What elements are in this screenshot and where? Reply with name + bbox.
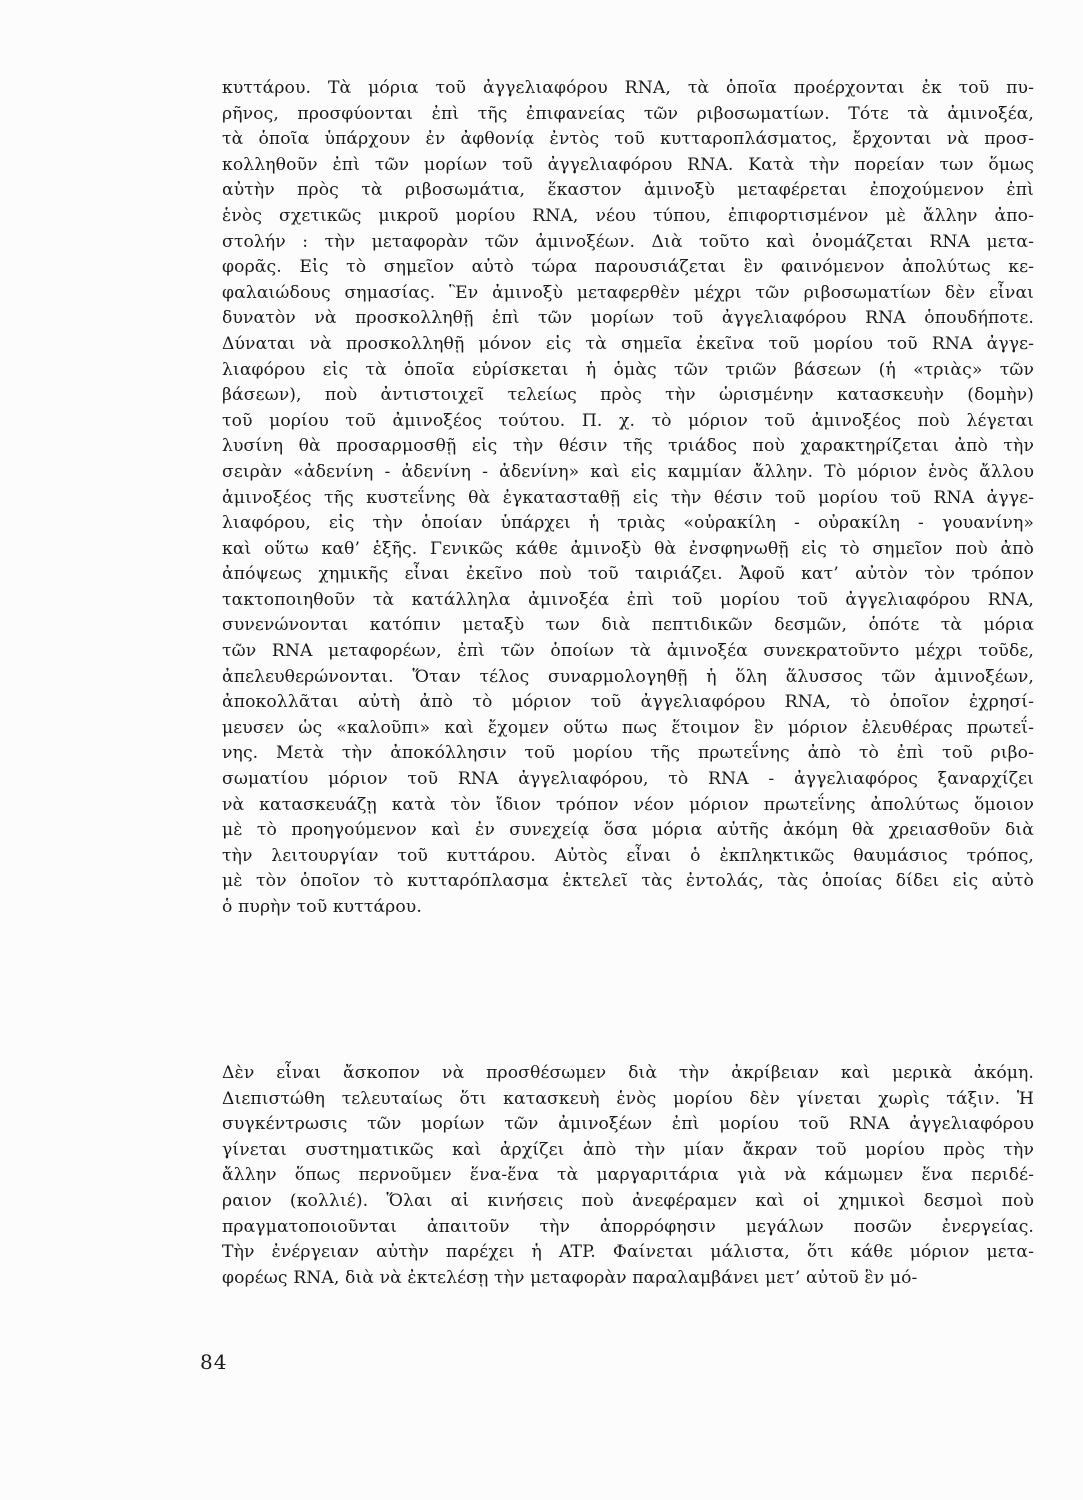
text-line: τὴν λειτουργίαν τοῦ κυττάρου. Αὐτὸς εἶναι ὁ ἐκπληκτικῶς θαυμάσιος τρόπος,	[222, 845, 1034, 866]
page-number: 84	[200, 1350, 228, 1374]
text-line: βάσεων), ποὺ ἀντιστοιχεῖ τελείως πρὸς τὴν ὡρισμένην κατασκευὴν (δομὴν)	[222, 385, 1034, 406]
text-line: δυνατὸν νὰ προσκολληθῇ ἐπὶ τῶν μορίων τοῦ ἀγγελιαφόρου RNA ὁπουδήποτε.	[222, 308, 1034, 329]
text-line: καὶ οὕτω καθ’ ἑξῆς. Γενικῶς κάθε ἀμινοξὺ θὰ ἐνσφηνωθῇ εἰς τὸ σημεῖον ποὺ ἀπὸ	[222, 538, 1034, 559]
text-line: ἀπόψεως χημικῆς εἶναι ἐκεῖνο ποὺ τοῦ ταιριάζει. Ἀφοῦ κατ’ αὐτὸν τὸν τρόπον	[222, 564, 1034, 585]
text-line: κυττάρου. Τὰ μόρια τοῦ ἀγγελιαφόρου RNA, τὰ ὁποῖα προέρχονται ἐκ τοῦ πυ-	[222, 78, 1034, 98]
text-line: φορᾶς. Εἰς τὸ σημεῖον αὐτὸ τώρα παρουσιάζεται ἓν φαινόμενον ἀπολύτως κε-	[222, 257, 1034, 278]
text-line: μὲ τὸ προηγούμενον καὶ ἐν συνεχείᾳ ὅσα μόρια αὐτῆς ἀκόμη θὰ χρειασθοῦν διὰ	[222, 820, 1034, 841]
text-line: συγκέντρωσις τῶν μορίων τῶν ἀμινοξέων ἐπὶ μορίου τοῦ RNA ἀγγελιαφόρου	[222, 1114, 1034, 1135]
text-line: Τὴν ἐνέργειαν αὐτὴν παρέχει ἡ ATP. Φαίνεται μάλιστα, ὅτι κάθε μόριον μετα-	[222, 1242, 1034, 1263]
text-line: κολληθοῦν ἐπὶ τῶν μορίων τοῦ ἀγγελιαφόρου RNA. Κατὰ τὴν πορείαν των ὅμως	[222, 154, 1034, 175]
text-line: ἀμινοξέος τῆς κυστεΐνης θὰ ἐγκατασταθῇ εἰς τὴν θέσιν τοῦ μορίου τοῦ RNA ἀγγε-	[222, 487, 1034, 508]
text-line: ἑνὸς σχετικῶς μικροῦ μορίου RNA, νέου τύπου, ἐπιφορτισμένον μὲ ἄλλην ἀπο-	[222, 205, 1034, 226]
text-line: στολήν : τὴν μεταφορὰν τῶν ἀμινοξέων. Διὰ τοῦτο καὶ ὀνομάζεται RNA μετα-	[222, 231, 1034, 252]
text-line: ἀπελευθερώνονται. Ὅταν τέλος συναρμολογηθῇ ἡ ὅλη ἅλυσσος τῶν ἀμινοξέων,	[222, 666, 1034, 687]
paragraph-2	[222, 1061, 1034, 1291]
text-line: πραγματοποιοῦνται ἀπαιτοῦν τὴν ἀπορρόφησιν μεγάλων ποσῶν ἐνεργείας.	[222, 1216, 1034, 1237]
text-line: τοῦ μορίου τοῦ ἀμινοξέος τούτου. Π. χ. τὸ μόριον τοῦ ἀμινοξέος ποὺ λέγεται	[222, 410, 1034, 431]
text-line: μευσεν ὡς «καλοῦπι» καὶ ἔχομεν οὕτω πως ἕτοιμον ἓν μόριον ἐλευθέρας πρωτεΐ-	[222, 717, 1034, 738]
text-line: λιαφόρου εἰς τὰ ὁποῖα εὑρίσκεται ἡ ὁμὰς τῶν τριῶν βάσεων (ἡ «τριὰς» τῶν	[222, 359, 1034, 380]
text-line: νης. Μετὰ τὴν ἀποκόλλησιν τοῦ μορίου τῆς πρωτεΐνης ἀπὸ τὸ ἐπὶ τοῦ ριβο-	[222, 743, 1034, 764]
text-line: Διεπιστώθη τελευταίως ὅτι κατασκευὴ ἑνὸς μορίου δὲν γίνεται χωρὶς τάξιν. Ἡ	[222, 1088, 1034, 1109]
text-line: ραιον (κολλιέ). Ὅλαι αἱ κινήσεις ποὺ ἀνεφέραμεν καὶ οἱ χημικοὶ δεσμοὶ ποὺ	[222, 1190, 1034, 1211]
text-line: λιαφόρου, εἰς τὴν ὁποίαν ὑπάρχει ἡ τριὰς «οὐρακίλη - οὐρακίλη - γουανίνη»	[222, 513, 1034, 534]
text-line: λυσίνη θὰ προσαρμοσθῇ εἰς τὴν θέσιν τῆς τριάδος ποὺ χαρακτηρίζεται ἀπὸ τὴν	[222, 436, 1034, 457]
paragraph-1	[222, 76, 1034, 921]
text-line: νὰ κατασκευάζῃ κατὰ τὸν ἴδιον τρόπον νέον μόριον πρωτεΐνης ἀπολύτως ὅμοιον	[222, 794, 1034, 815]
text-line: σειρὰν «ἀδενίνη - ἀδενίνη - ἀδενίνη» καὶ εἰς καμμίαν ἄλλην. Τὸ μόριον ἑνὸς ἄλλου	[222, 461, 1034, 482]
text-line: τῶν RNA μεταφορέων, ἐπὶ τῶν ὁποίων τὰ ἀμινοξέα συνεκρατοῦντο μέχρι τοῦδε,	[222, 641, 1034, 662]
text-line: ὁ πυρὴν τοῦ κυττάρου.	[222, 897, 422, 917]
text-line: Δύναται νὰ προσκολληθῇ μόνον εἰς τὰ σημεῖα ἐκεῖνα τοῦ μορίου τοῦ RNA ἀγγε-	[222, 333, 1034, 354]
text-line: τὰ ὁποῖα ὑπάρχουν ἐν ἀφθονίᾳ ἐντὸς τοῦ κυτταροπλάσματος, ἔρχονται νὰ προσ-	[222, 129, 1034, 150]
text-line: ἀποκολλᾶται αὐτὴ ἀπὸ τὸ μόριον τοῦ ἀγγελιαφόρου RNA, τὸ ὁποῖον ἐχρησί-	[222, 692, 1034, 713]
text-line: αὐτὴν πρὸς τὰ ριβοσωμάτια, ἕκαστον ἀμινοξὺ μεταφέρεται ἐποχούμενον ἐπὶ	[222, 180, 1034, 201]
text-line: φαλαιώδους σημασίας. Ἓν ἀμινοξὺ μεταφερθὲν μέχρι τῶν ριβοσωματίων δὲν εἶναι	[222, 282, 1034, 303]
text-line: ἄλλην ὅπως περνοῦμεν ἕνα-ἕνα τὰ μαργαριτάρια γιὰ νὰ κάμωμεν ἕνα περιδέ-	[222, 1165, 1034, 1186]
text-line: μὲ τὸν ὁποῖον τὸ κυτταρόπλασμα ἐκτελεῖ τὰς ἐντολάς, τὰς ὁποίας δίδει εἰς αὐτὸ	[222, 871, 1034, 892]
text-line: Δὲν εἶναι ἄσκοπον νὰ προσθέσωμεν διὰ τὴν ἀκρίβειαν καὶ μερικὰ ἀκόμη.	[222, 1063, 1034, 1083]
text-line: ρῆνος, προσφύονται ἐπὶ τῆς ἐπιφανείας τῶν ριβοσωματίων. Τότε τὰ ἀμινοξέα,	[222, 103, 1034, 124]
text-line: σωματίου μόριον τοῦ RNA ἀγγελιαφόρου, τὸ RNA - ἀγγελιαφόρος ξαναρχίζει	[222, 769, 1034, 790]
text-line: τακτοποιηθοῦν τὰ κατάλληλα ἀμινοξέα ἐπὶ τοῦ μορίου τοῦ ἀγγελιαφόρου RNA,	[222, 589, 1034, 610]
text-line: φορέως RNA, διὰ νὰ ἐκτελέσῃ τὴν μεταφορὰν παραλαμβάνει μετ’ αὐτοῦ ἓν μό-	[222, 1267, 918, 1288]
text-line: γίνεται συστηματικῶς καὶ ἀρχίζει ἀπὸ τὴν μίαν ἄκραν τοῦ μορίου πρὸς τὴν	[222, 1139, 1034, 1160]
text-line: συνενώνονται κατόπιν μεταξὺ των διὰ πεπτιδικῶν δεσμῶν, ὁπότε τὰ μόρια	[222, 615, 1034, 636]
